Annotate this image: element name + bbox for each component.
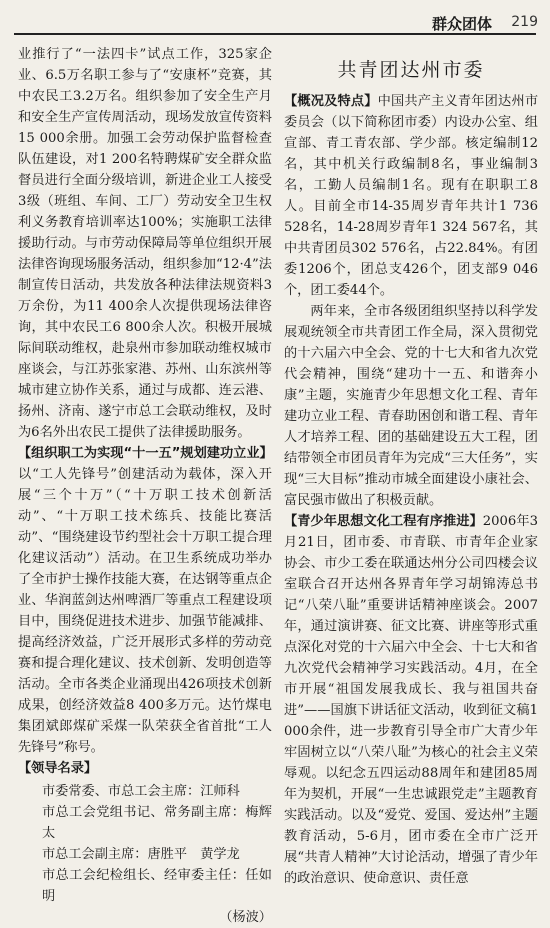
page-header [0, 0, 550, 36]
leader-entry: 市总工会党组书记、常务副主席：梅辉太 [42, 805, 272, 841]
section-build-achievements [18, 443, 272, 758]
section-heading: 【青少年思想文化工程有序推进】 [284, 514, 483, 529]
leader-entry: 市总工会纪检组长、经审委主任：任如明 [42, 868, 272, 904]
section-body: 2006年3月21日，团市委、市青联、市青年企业家协会、市少工委在联通达州分公司四楼会议室联合召开达州各界青年学习胡锦涛总书记“八荣八耻”重要讲话精神座谈会。2007年，通过演讲赛、征文比赛、讲座等形式重点深化对党的十六届六中全会、十七大和省九次党代会精神学习实践活动。4月，在全市开展“祖国发展我成长、我与祖国共奋进”——国旗下讲话征文活动，收到征文稿1 000余件，进一步教育引导全市广大青少年牢固树立以“八荣八耻”为核心的社会主义荣辱观。以纪念五四运动88周年和建团85周年为契机，开展“一生忠诚跟党走”主题教育实践活动。以及“爱党、爱国、爱达州”主题教育活动，5-6月，团市委在全市广泛开展“共青人精神”大讨论活动，增强了青少年的政治意识、使命意识、责任意 [284, 514, 539, 886]
leaders-heading: 【领导名录】 [18, 761, 98, 776]
right-column [284, 44, 538, 889]
section-heading: 【组织职工为实现“十一五”规划建功立业】 [18, 446, 273, 461]
header-rule [14, 33, 536, 35]
organization-title: 共青团达州市委 [337, 59, 485, 81]
page-number: 219 [511, 14, 538, 30]
section-overview [284, 91, 538, 301]
leader-entry: 市总工会副主席：唐胜平 黄学龙 [42, 847, 240, 862]
left-column [18, 44, 272, 928]
continued-paragraph: 业推行了“一法四卡”试点工作，325家企业、6.5万名职工参与了“安康杯”竞赛，其中农民工3.2万名。组织参加了安全生产月和安全生产宣传周活动，现场发放宣传资料15 000余册。加强工会劳动保护监督检查队伍建设，对1 200名特聘煤矿安全群众监督员进行全面分级培训，新进企业工人接受3级（班组、车间、工厂）劳动安全卫生权利义务教育培训率达100%；实施职工法律援助行动。与市劳动保障局等单位组织开展法律咨询现场服务活动，组织参加“12·4”法制宣传日活动，共发放各种法律法规资料3万余份，为11 400余人次提供现场法律咨询，其中农民工6 800余人次。积极开展城际间联动维权，赴泉州市参加联动维权城市座谈会，与江苏张家港、苏州、山东滨州等城市建立协作关系，通过与成都、连云港、扬州、济南、遂宁市总工会联动维权，及时为6名外出农民工提供了法律援助服务。 [18, 47, 272, 440]
section-heading: 【概况及特点】 [284, 94, 378, 109]
section-body: 中国共产主义青年团达州市委员会（以下简称团市委）内设办公室、组宣部、青工青农部、学少部。核定编制12名，其中机关行政编制8名，事业编制3名，工勤人员编制1名。现有在职职工8人。目前全市14-35周岁青年共计1 736 528名，14-28周岁青年1 324 567名，其中共青团员302 576名，占22.84%。有团委1206个，团总支426个，团支部9 046个，团工委44个。 [284, 94, 539, 298]
leaders-list [18, 781, 272, 907]
section-body: 以“工人先锋号”创建活动为载体，深入开展“三个十万”（“十万职工技术创新活动”、“十万职工技术练兵、技能比赛活动”、“围绕建设节约型社会十万职工提合理化建议活动”）活动。在卫生系统成功举办了全市护士操作技能大赛，在达钢等重点企业、华润蓝剑达州啤酒厂等重点工程建设项目中，围绕促进技术进步、加强节能减排、提高经济效益，广泛开展形式多样的劳动竞赛和提合理化建议、技术创新、发明创造等活动。全市各类企业涌现出426项技术创新成果，创经济效益8 400多万元。达竹煤电集团斌郎煤矿采煤一队荣获全省首批“工人先锋号”称号。 [18, 467, 272, 755]
leader-entry: 市委常委、市总工会主席：江师科 [42, 784, 240, 799]
author-credit: （杨波） [219, 910, 272, 925]
body-paragraph: 两年来，全市各级团组织坚持以科学发展观统领全市共青团工作全局，深入贯彻党的十六届六中全会、党的十七大和省九次党代会精神，围绕“建功十一五、和谐奔小康”主题，实施青少年思想文化工程、青年建功立业工程、青春助困创和谐工程、青年人才培养工程、团的基础建设五大工程，团结带领全市团员青年为完成“三大任务”，实现“三大目标”推动市城全面建设小康社会、富民强市做出了积极贡献。 [284, 304, 538, 508]
section-youth-culture [284, 511, 538, 889]
section-title: 群众团体 [431, 15, 492, 33]
